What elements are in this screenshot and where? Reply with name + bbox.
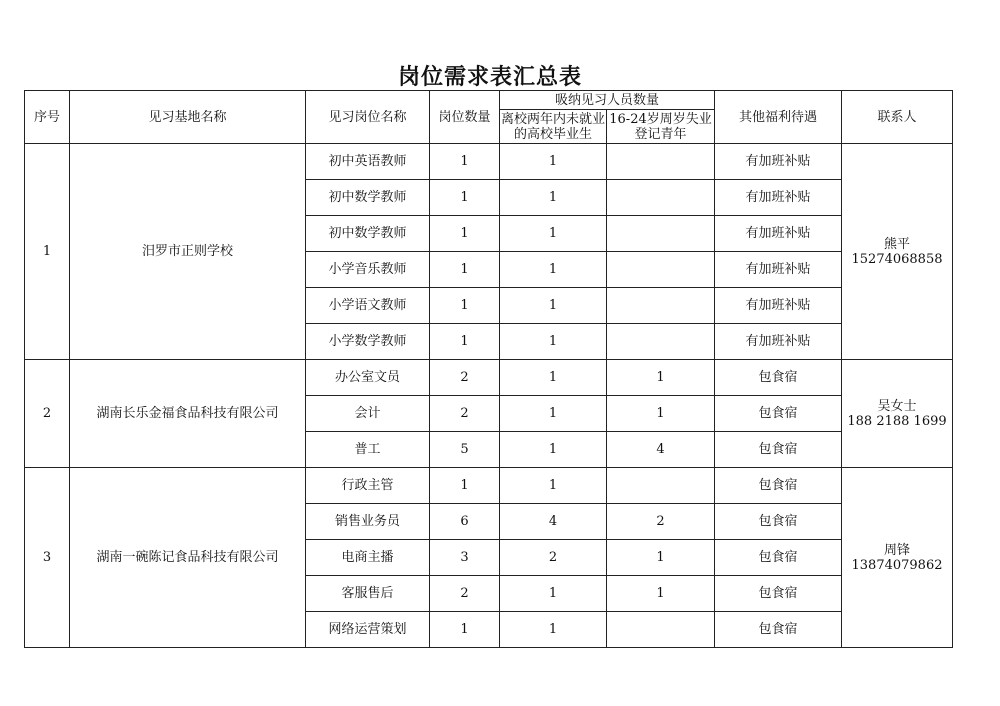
cell-benefit: 有加班补贴 (715, 288, 842, 324)
contact-phone: 15274068858 (851, 251, 943, 267)
contact-phone: 188 2188 1699 (847, 413, 947, 429)
cell-benefit: 有加班补贴 (715, 324, 842, 360)
cell-benefit: 包食宿 (715, 576, 842, 612)
cell-count: 6 (430, 504, 500, 540)
cell-youth (607, 288, 715, 324)
cell-base-name: 湖南一碗陈记食品科技有限公司 (70, 468, 306, 648)
cell-index: 2 (25, 360, 70, 468)
cell-benefit: 包食宿 (715, 612, 842, 648)
cell-position: 行政主管 (306, 468, 430, 504)
header-row (25, 91, 953, 110)
cell-index: 3 (25, 468, 70, 648)
cell-youth: 4 (607, 432, 715, 468)
cell-graduates: 2 (500, 540, 607, 576)
cell-position: 网络运营策划 (306, 612, 430, 648)
cell-contact (842, 360, 953, 468)
cell-base-name: 湖南长乐金福食品科技有限公司 (70, 360, 306, 468)
cell-graduates: 1 (500, 612, 607, 648)
cell-count: 5 (430, 432, 500, 468)
cell-graduates: 1 (500, 180, 607, 216)
cell-benefit: 包食宿 (715, 504, 842, 540)
cell-count: 2 (430, 360, 500, 396)
cell-position: 客服售后 (306, 576, 430, 612)
cell-graduates: 1 (500, 324, 607, 360)
table-row (25, 360, 953, 396)
header-absorb-group: 吸纳见习人员数量 (500, 91, 715, 110)
cell-benefit: 包食宿 (715, 432, 842, 468)
cell-graduates: 1 (500, 576, 607, 612)
cell-position: 初中数学教师 (306, 180, 430, 216)
cell-graduates: 1 (500, 396, 607, 432)
cell-position: 初中数学教师 (306, 216, 430, 252)
cell-youth (607, 216, 715, 252)
page-title: 岗位需求表汇总表 (397, 64, 582, 90)
cell-count: 1 (430, 468, 500, 504)
cell-graduates: 1 (500, 288, 607, 324)
cell-position: 初中英语教师 (306, 144, 430, 180)
contact-name: 熊平 (884, 236, 911, 252)
header-index: 序号 (25, 91, 70, 144)
cell-graduates: 4 (500, 504, 607, 540)
table-row (25, 468, 953, 504)
contact-name: 周锋 (884, 542, 911, 558)
cell-contact (842, 144, 953, 360)
cell-benefit: 有加班补贴 (715, 216, 842, 252)
cell-benefit: 有加班补贴 (715, 252, 842, 288)
cell-graduates: 1 (500, 216, 607, 252)
cell-youth: 2 (607, 504, 715, 540)
cell-position: 小学数学教师 (306, 324, 430, 360)
cell-position: 销售业务员 (306, 504, 430, 540)
contact-name: 吴女士 (877, 398, 917, 414)
header-youth: 16-24岁周岁失业登记青年 (607, 110, 715, 144)
cell-graduates: 1 (500, 252, 607, 288)
cell-benefit: 包食宿 (715, 468, 842, 504)
job-demand-table (24, 90, 953, 648)
cell-youth: 1 (607, 360, 715, 396)
cell-count: 2 (430, 396, 500, 432)
cell-youth: 1 (607, 540, 715, 576)
cell-count: 1 (430, 288, 500, 324)
table-row (25, 144, 953, 180)
contact-phone: 13874079862 (851, 557, 943, 573)
header-position-name: 见习岗位名称 (306, 91, 430, 144)
cell-youth: 1 (607, 396, 715, 432)
cell-benefit: 包食宿 (715, 396, 842, 432)
header-graduates: 离校两年内未就业的高校毕业生 (500, 111, 605, 142)
cell-count: 1 (430, 612, 500, 648)
cell-base-name: 汨罗市正则学校 (70, 144, 306, 360)
cell-count: 2 (430, 576, 500, 612)
header-contact: 联系人 (842, 91, 953, 144)
cell-count: 1 (430, 216, 500, 252)
cell-contact (842, 468, 953, 648)
header-benefits: 其他福利待遇 (715, 91, 842, 144)
cell-count: 1 (430, 324, 500, 360)
cell-count: 1 (430, 180, 500, 216)
cell-youth: 1 (607, 576, 715, 612)
cell-position: 电商主播 (306, 540, 430, 576)
cell-youth (607, 252, 715, 288)
cell-youth (607, 144, 715, 180)
cell-position: 小学音乐教师 (306, 252, 430, 288)
cell-benefit: 有加班补贴 (715, 144, 842, 180)
cell-graduates: 1 (500, 360, 607, 396)
cell-count: 1 (430, 144, 500, 180)
cell-index: 1 (25, 144, 70, 360)
cell-graduates: 1 (500, 468, 607, 504)
header-position-count: 岗位数量 (430, 91, 500, 144)
cell-benefit: 有加班补贴 (715, 180, 842, 216)
cell-position: 小学语文教师 (306, 288, 430, 324)
cell-youth (607, 324, 715, 360)
cell-position: 普工 (306, 432, 430, 468)
header-base-name: 见习基地名称 (70, 91, 306, 144)
cell-youth (607, 468, 715, 504)
cell-benefit: 包食宿 (715, 360, 842, 396)
cell-count: 3 (430, 540, 500, 576)
cell-youth (607, 612, 715, 648)
cell-graduates: 1 (500, 432, 607, 468)
cell-position: 会计 (306, 396, 430, 432)
cell-graduates: 1 (500, 144, 607, 180)
cell-youth (607, 180, 715, 216)
cell-benefit: 包食宿 (715, 540, 842, 576)
cell-position: 办公室文员 (306, 360, 430, 396)
cell-count: 1 (430, 252, 500, 288)
